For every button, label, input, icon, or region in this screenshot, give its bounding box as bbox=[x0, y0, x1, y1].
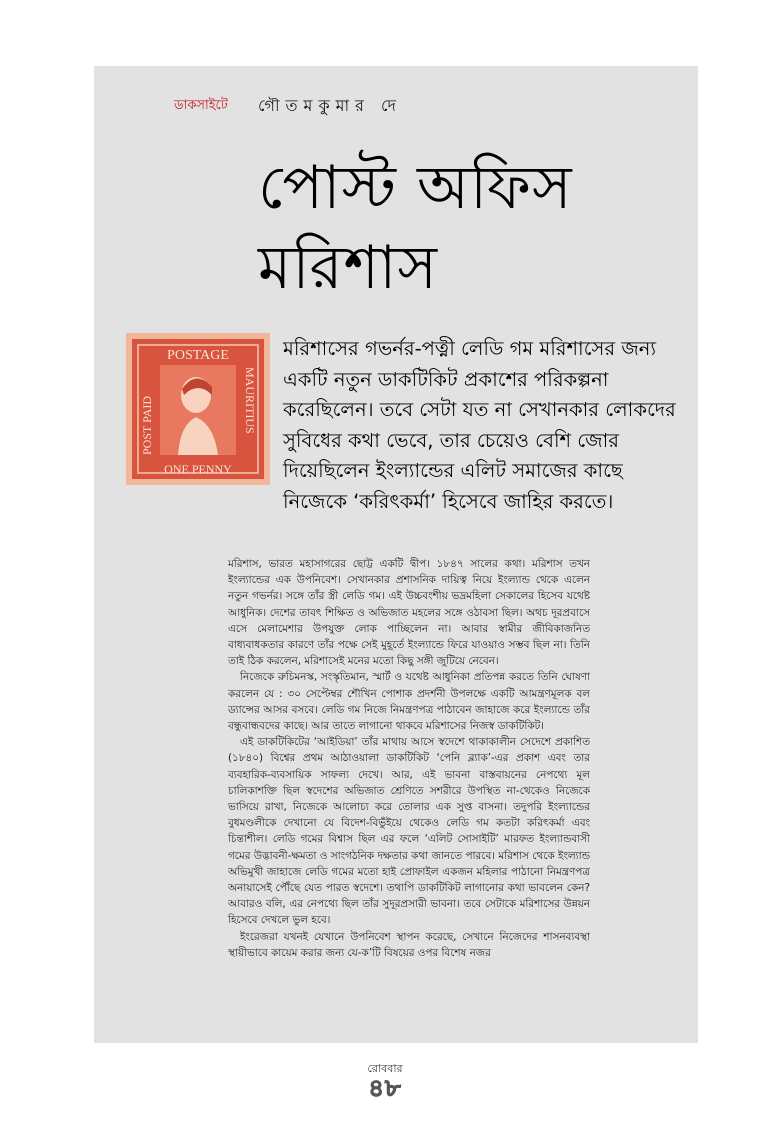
magazine-name: রোববার bbox=[367, 1062, 403, 1075]
article-intro: মরিশাসের গভর্নর-পত্নী লেডি গম মরিশাসের জন্য একটি নতুন ডাকটিকিট প্রকাশের পরিকল্পনা করেছিলেন। তবে সেটা যত না সেখানকার লোকদের সুবিধের কথা ভেবে, তার চেয়েও বেশি জোর দিয়েছিলেন ইংল্যান্ডের এলিট সমাজের কাছে নিজেকে ‘করিৎকর্মা’ হিসেবে জাহির করতে। bbox=[283, 337, 676, 513]
body-paragraph: মরিশাস, ভারত মহাসাগরের ছোট্ট একটি দ্বীপ। ১৮৪৭ সালের কথা। মরিশাস তখন ইংল্যান্ডের এক উপনিবেশ। সেখানকার প্রশাসনিক দায়িত্ব নিয়ে ইংল্যান্ড থেকে এলেন নতুন গভর্নর। সঙ্গে তাঁর স্ত্রী লেডি গম। এই উচ্চবংশীয় ভদ্রমহিলা সেকালের হিসেব যথেষ্ট আধুনিক। দেশের তাবৎ শিক্ষিত ও অভিজাত মহলের সঙ্গে ওঠাবসা ছিল। অথচ দূরপ্রবাসে এসে মেলামেশার উপযুক্ত লোক পাচ্ছিলেন না। আবার স্বামীর জীবিকাজনিত বাধ্যবাধকতার কারণে তাঁর পক্ষে সেই মুহূর্তে ইংল্যান্ডে ফিরে যাওয়াও সম্ভব ছিল না। তিনি তাই ঠিক করলেন, মরিশাসেই মনের মতো কিছু সঙ্গী জুটিয়ে নেবেন। bbox=[228, 558, 590, 668]
page-number: ৪৮ bbox=[368, 1074, 402, 1102]
stamp-top-text: POSTAGE bbox=[167, 348, 229, 363]
body-paragraph: এই ডাকটিকিটের ‘আইডিয়া’ তাঁর মাথায় আসে স্বদেশে থাকাকালীন সেদেশে প্রকাশিত (১৮৪০) বিশ্বের প্রথম আঠাওয়ালা ডাকটিকিট ‘পেনি ব্ল্যাক’-এর প্রকাশ এবং তার ব্যবহারিক-ব্যবসায়িক সাফল্য দেখে। আর, এই ভাবনা বাস্তবায়নের নেপথ্যে মূল চালিকাশক্তি ছিল স্বদেশের অভিজাত শ্রেণিতে সশরীরে উপস্থিত না-থেকেও নিজেকে ভাসিয়ে রাখা, নিজেকে আলোচ্য করে তোলার এক সুপ্ত বাসনা। তদুপরি ইংল্যান্ডের বুধমণ্ডলীকে দেখানো যে বিদেশ-বিভুঁইয়ে থেকেও লেডি গম কতটা করিৎকর্মা এবং চিন্তাশীল। লেডি গমের বিশ্বাস ছিল এর ফলে ‘এলিট সোসাইটি’ মারফত ইংল্যান্ডবাসী গমের উদ্ভাবনী-ক্ষমতা ও সাংগঠনিক দক্ষতার কথা জানতে পারবে। মরিশাস থেকে ইংল্যান্ড অভিমুখী জাহাজে লেডি গমের মতো হাই প্রোফাইল একজন মহিলার পাঠানো নিমন্ত্রণপত্র অনায়াসেই পৌঁছে যেত পারত স্বদেশে। তথাপি ডাকটিকিট লাগানোর কথা ভাবলেন কেন? আবারও বলি, এর নেপথ্যে ছিল তাঁর সুদূরপ্রসারী ভাবনা। তবে সেটাকে মরিশাসের উন্নয়ন হিসেবে দেখলে ভুল হবে। bbox=[228, 736, 590, 927]
body-paragraph: নিজেকে রুচিমনস্ক, সংস্কৃতিমান, স্মার্ট ও যথেষ্ট আধুনিকা প্রতিপন্ন করতে তিনি ঘোষণা করলেন যে : ৩০ সেপ্টেম্বর শৌখিন পোশাক প্রদর্শনী উপলক্ষে একটি আমন্ত্রণমূলক বল ড্যান্সের আসর বসবে। লেডি গম নিজে নিমন্ত্রণপত্র পাঠাবেন জাহাজে করে ইংল্যান্ডে তাঁর বন্ধুবান্ধবদের কাছে। আর তাতে লাগানো থাকবে মরিশাসের নিজস্ব ডাকটিকিট। bbox=[228, 671, 590, 733]
section-label: ডাকসাইটে bbox=[174, 98, 228, 113]
article-body bbox=[228, 556, 590, 1034]
title-line-1: পোস্ট অফিস bbox=[258, 153, 573, 223]
stamp-left-text: POST PAID bbox=[140, 395, 154, 455]
mauritius-stamp-image bbox=[126, 333, 270, 485]
stamp-bottom-text: ONE PENNY bbox=[164, 462, 232, 476]
stamp-illustration bbox=[126, 333, 270, 485]
title-line-2: মরিশাস bbox=[258, 233, 439, 303]
stamp-right-text: MAURITIUS bbox=[243, 367, 257, 434]
author-name: গৌতমকুমার দে bbox=[258, 96, 402, 115]
article-title bbox=[258, 148, 678, 308]
body-paragraph: ইংরেজরা যখনই যেখানে উপনিবেশ স্থাপন করেছে, সেখানে নিজেদের শাসনব্যবস্থা স্থায়ীভাবে কায়েম করার জন্য যে-ক’টি বিষয়ের ওপর বিশেষ নজর bbox=[228, 930, 590, 959]
